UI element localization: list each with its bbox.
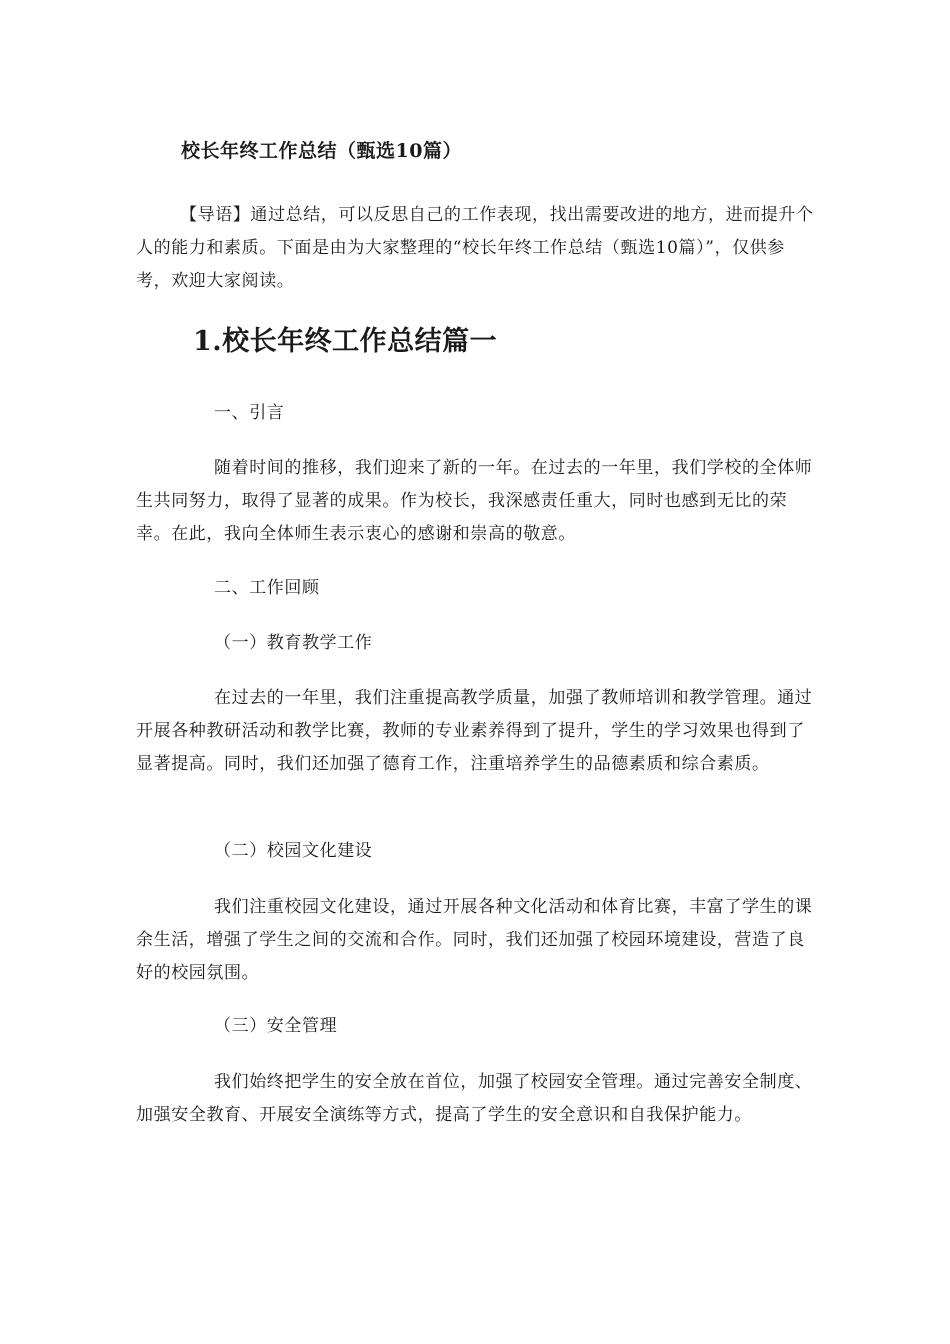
culture-paragraph: 我们注重校园文化建设，通过开展各种文化活动和体育比赛，丰富了学生的课余生活，增强了学生之间的交流和合作。同时，我们还加强了校园环境建设，营造了良好的校园氛围。: [136, 897, 813, 983]
intro-paragraph: 【导语】通过总结，可以反思自己的工作表现，找出需要改进的地方，进而提升个人的能力和素质。下面是由为大家整理的“校长年终工作总结（甄选10篇）”，仅供参考，欢迎大家阅读。: [136, 205, 814, 291]
section-heading: 1.校长年终工作总结篇一: [193, 326, 498, 357]
culture-subheading: （二）校园文化建设: [214, 841, 373, 861]
intro-body-paragraph: 随着时间的推移，我们迎来了新的一年。在过去的一年里，我们学校的全体师生共同努力，取得了显著的成果。作为校长，我深感责任重大，同时也感到无比的荣幸。在此，我向全体师生表示衷心的感谢和崇高的敬意。: [136, 458, 813, 544]
safety-subheading: （三）安全管理: [214, 1016, 338, 1036]
teaching-paragraph: 在过去的一年里，我们注重提高教学质量，加强了教师培训和教学管理。通过开展各种教研活动和教学比赛，教师的专业素养得到了提升，学生的学习效果也得到了显著提高。同时，我们还加强了德育工作，注重培养学生的品德素质和综合素质。: [136, 688, 813, 774]
review-subheading: 二、工作回顾: [214, 578, 320, 598]
intro-subheading: 一、引言: [214, 403, 285, 423]
teaching-subheading: （一）教育教学工作: [214, 633, 373, 653]
safety-paragraph: 我们始终把学生的安全放在首位，加强了校园安全管理。通过完善安全制度、加强安全教育、开展安全演练等方式，提高了学生的安全意识和自我保护能力。: [136, 1072, 813, 1125]
document-title: 校长年终工作总结（甄选10篇）: [181, 140, 462, 162]
